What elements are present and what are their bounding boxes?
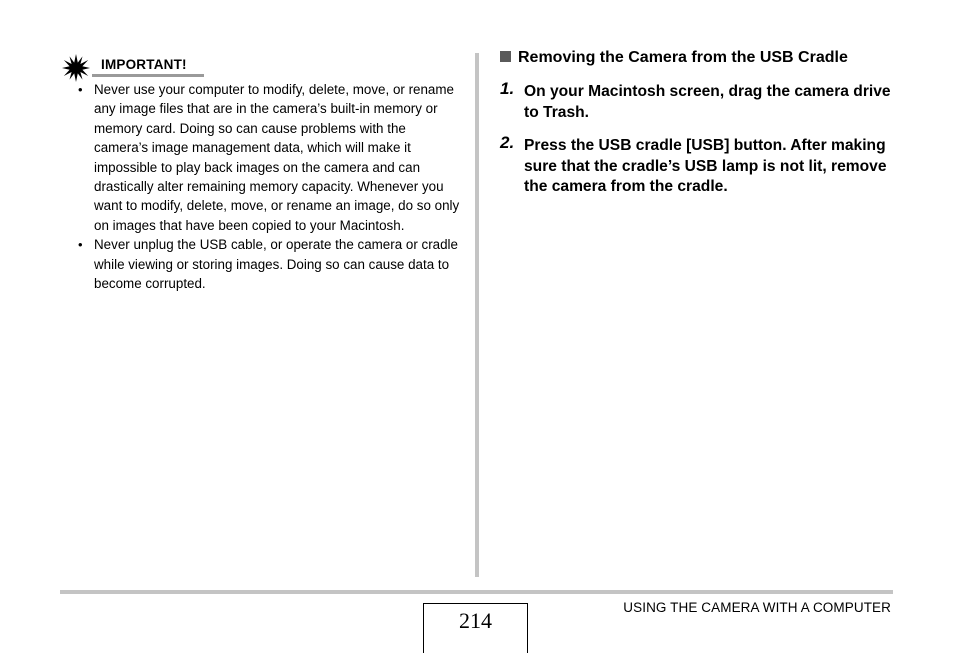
starburst-icon: [62, 54, 90, 82]
important-list: [62, 80, 462, 293]
important-label: IMPORTANT!: [101, 57, 187, 72]
removal-section: [500, 48, 900, 198]
step-1: [500, 79, 900, 123]
section-title: Removing the Camera from the USB Cradle: [518, 49, 848, 66]
step-number: 1.: [500, 79, 515, 98]
important-underline: [92, 74, 204, 77]
chapter-title: USING THE CAMERA WITH A COMPUTER: [623, 600, 891, 615]
step-2: [500, 133, 900, 198]
list-item-text: Never unplug the USB cable, or operate the camera or cradle while viewing or storing images. Doing so can cause data to become corrupted.: [94, 237, 458, 292]
column-divider: [475, 53, 479, 577]
section-heading: [500, 48, 900, 68]
step-number: 2.: [500, 133, 515, 152]
list-item: [62, 235, 462, 293]
footer-rule: [60, 590, 893, 594]
list-item: [62, 80, 462, 235]
step-text: Press the USB cradle [USB] button. After making sure that the cradle’s USB lamp is not lit, remove the camera from the cradle.: [524, 137, 887, 195]
list-item-text: Never use your computer to modify, delete, move, or rename any image files that are in the camera’s built-in memory or memory card. Doing so can cause problems with the camera’s image management data, which will make it impossible to play back images on the camera and can drastically alter remaining memory capacity. Whenever you want to modify, delete, move, or rename an image, do so only on images that have been copied to your Macintosh.: [94, 82, 460, 233]
step-text: On your Macintosh screen, drag the camera drive to Trash.: [524, 83, 891, 121]
bullet-icon: •: [78, 82, 83, 97]
square-bullet-icon: [500, 51, 511, 62]
important-notice: [62, 52, 462, 293]
important-header: [62, 52, 462, 78]
bullet-icon: •: [78, 237, 83, 253]
page-number: 214: [423, 603, 528, 653]
